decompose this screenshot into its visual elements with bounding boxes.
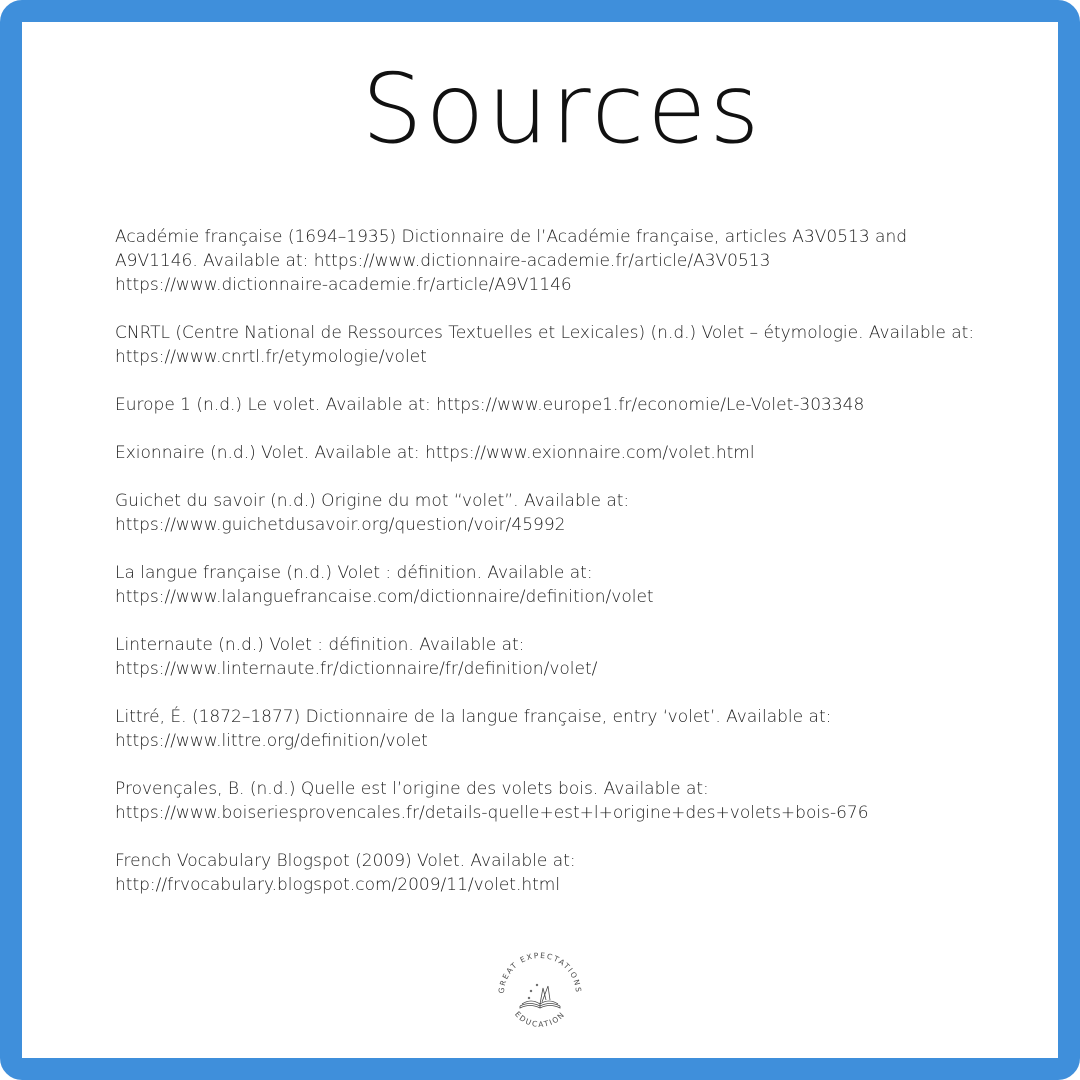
source-entry — [115, 705, 1015, 753]
source-entry — [115, 393, 1015, 417]
source-line: https://www.littre.org/definition/volet — [115, 731, 428, 751]
source-line: La langue française (n.d.) Volet : définition. Available at: — [115, 563, 593, 583]
source-line: https://www.dictionnaire-academie.fr/article/A9V1146 — [115, 275, 572, 295]
source-line: Littré, É. (1872–1877) Dictionnaire de la langue française, entry ‘volet’. Available at: — [115, 707, 832, 727]
open-book-icon — [520, 984, 560, 1008]
source-line: https://www.lalanguefrancaise.com/dictionnaire/definition/volet — [115, 587, 654, 607]
source-line: Exionnaire (n.d.) Volet. Available at: https://www.exionnaire.com/volet.html — [115, 443, 755, 463]
source-entry — [115, 489, 1015, 537]
source-entry — [115, 441, 1015, 465]
source-line: Guichet du savoir (n.d.) Origine du mot “volet”. Available at: — [115, 491, 630, 511]
source-line: Linternaute (n.d.) Volet : définition. Available at: — [115, 635, 525, 655]
source-entry — [115, 225, 1015, 297]
source-line: https://www.linternaute.fr/dictionnaire/fr/definition/volet/ — [115, 659, 598, 679]
source-entry — [115, 777, 1015, 825]
source-line: Provençales, B. (n.d.) Quelle est l’origine des volets bois. Available at: — [115, 779, 709, 799]
source-line: https://www.guichetdusavoir.org/question/voir/45992 — [115, 515, 566, 535]
source-line: https://www.boiseriesprovencales.fr/details-quelle+est+l+origine+des+volets+bois-676 — [115, 803, 869, 823]
source-line: A9V1146. Available at: https://www.dictionnaire-academie.fr/article/A3V0513 — [115, 251, 771, 271]
logo-top-text: GREAT EXPECTATIONS — [496, 950, 584, 994]
source-line: Europe 1 (n.d.) Le volet. Available at: https://www.europe1.fr/economie/Le-Volet-303348 — [115, 395, 865, 415]
sources-list — [115, 225, 1015, 921]
source-entry — [115, 321, 1015, 369]
source-line: Académie française (1694–1935) Dictionnaire de l’Académie française, articles A3V0513 and — [115, 227, 908, 247]
brand-logo — [490, 944, 590, 1044]
source-entry — [115, 561, 1015, 609]
source-line: http://frvocabulary.blogspot.com/2009/11/volet.html — [115, 875, 561, 895]
source-line: CNRTL (Centre National de Ressources Textuelles et Lexicales) (n.d.) Volet – étymologie. Available at: — [115, 323, 975, 343]
source-entry — [115, 633, 1015, 681]
source-entry — [115, 849, 1015, 897]
logo-bottom-text: EDUCATION — [513, 1009, 568, 1029]
page-title: Sources — [361, 53, 763, 165]
source-line: https://www.cnrtl.fr/etymologie/volet — [115, 347, 427, 367]
source-line: French Vocabulary Blogspot (2009) Volet. Available at: — [115, 851, 576, 871]
